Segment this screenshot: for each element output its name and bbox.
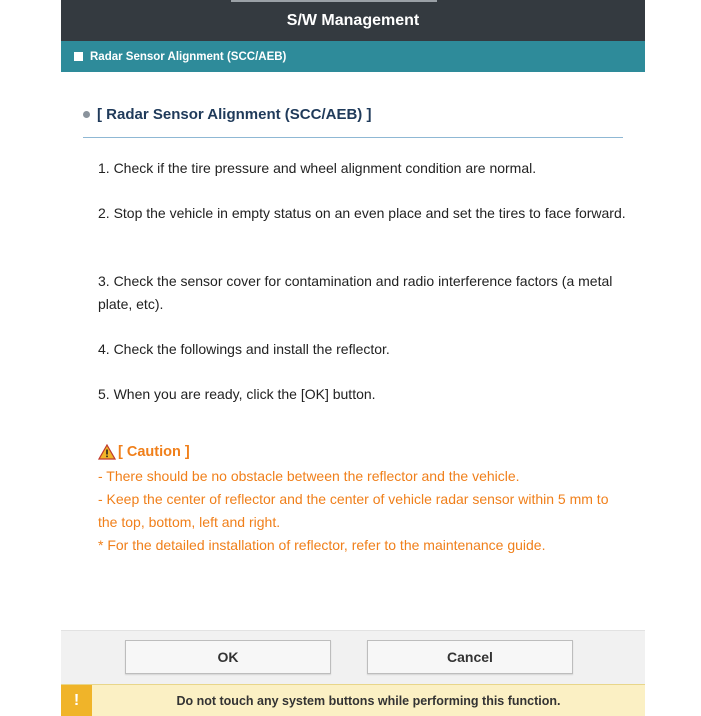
title-bar [61,0,645,41]
heading-divider [83,137,623,138]
step-1: 1. Check if the tire pressure and wheel alignment condition are normal. [98,160,537,176]
sw-management-dialog [61,0,645,716]
caution-line-2: - Keep the center of reflector and the center of vehicle radar sensor within 5 mm to the top, bottom, left and right. [98,491,609,530]
caution-title [98,444,190,460]
ok-button[interactable]: OK [125,640,331,674]
step-5: 5. When you are ready, click the [OK] button. [98,386,376,402]
button-bar [61,630,645,685]
square-bullet-icon [74,52,83,61]
warning-message: Do not touch any system buttons while performing this function. [176,693,561,708]
exclamation-icon: ! [61,685,92,716]
instructions-panel [61,72,645,630]
step-4: 4. Check the followings and install the reflector. [98,341,390,357]
step-2: 2. Stop the vehicle in empty status on an even place and set the tires to face forward. [98,205,626,221]
bullet-dot-icon [83,111,90,118]
caution-title-text: [ Caution ] [118,444,190,460]
warning-banner [61,684,645,716]
step-3: 3. Check the sensor cover for contamination and radio interference factors (a metal plate, etc). [98,273,613,312]
title-bar-accent-line [231,0,437,2]
section-label: Radar Sensor Alignment (SCC/AEB) [90,50,287,63]
section-bar [61,41,645,72]
caution-line-3: * For the detailed installation of reflector, refer to the maintenance guide. [98,537,546,553]
instructions-heading [83,106,371,123]
caution-warning-icon [98,444,116,460]
caution-line-1: - There should be no obstacle between the reflector and the vehicle. [98,468,520,484]
heading-text: [ Radar Sensor Alignment (SCC/AEB) ] [97,106,372,123]
dialog-title: S/W Management [286,11,420,29]
cancel-button[interactable]: Cancel [367,640,573,674]
